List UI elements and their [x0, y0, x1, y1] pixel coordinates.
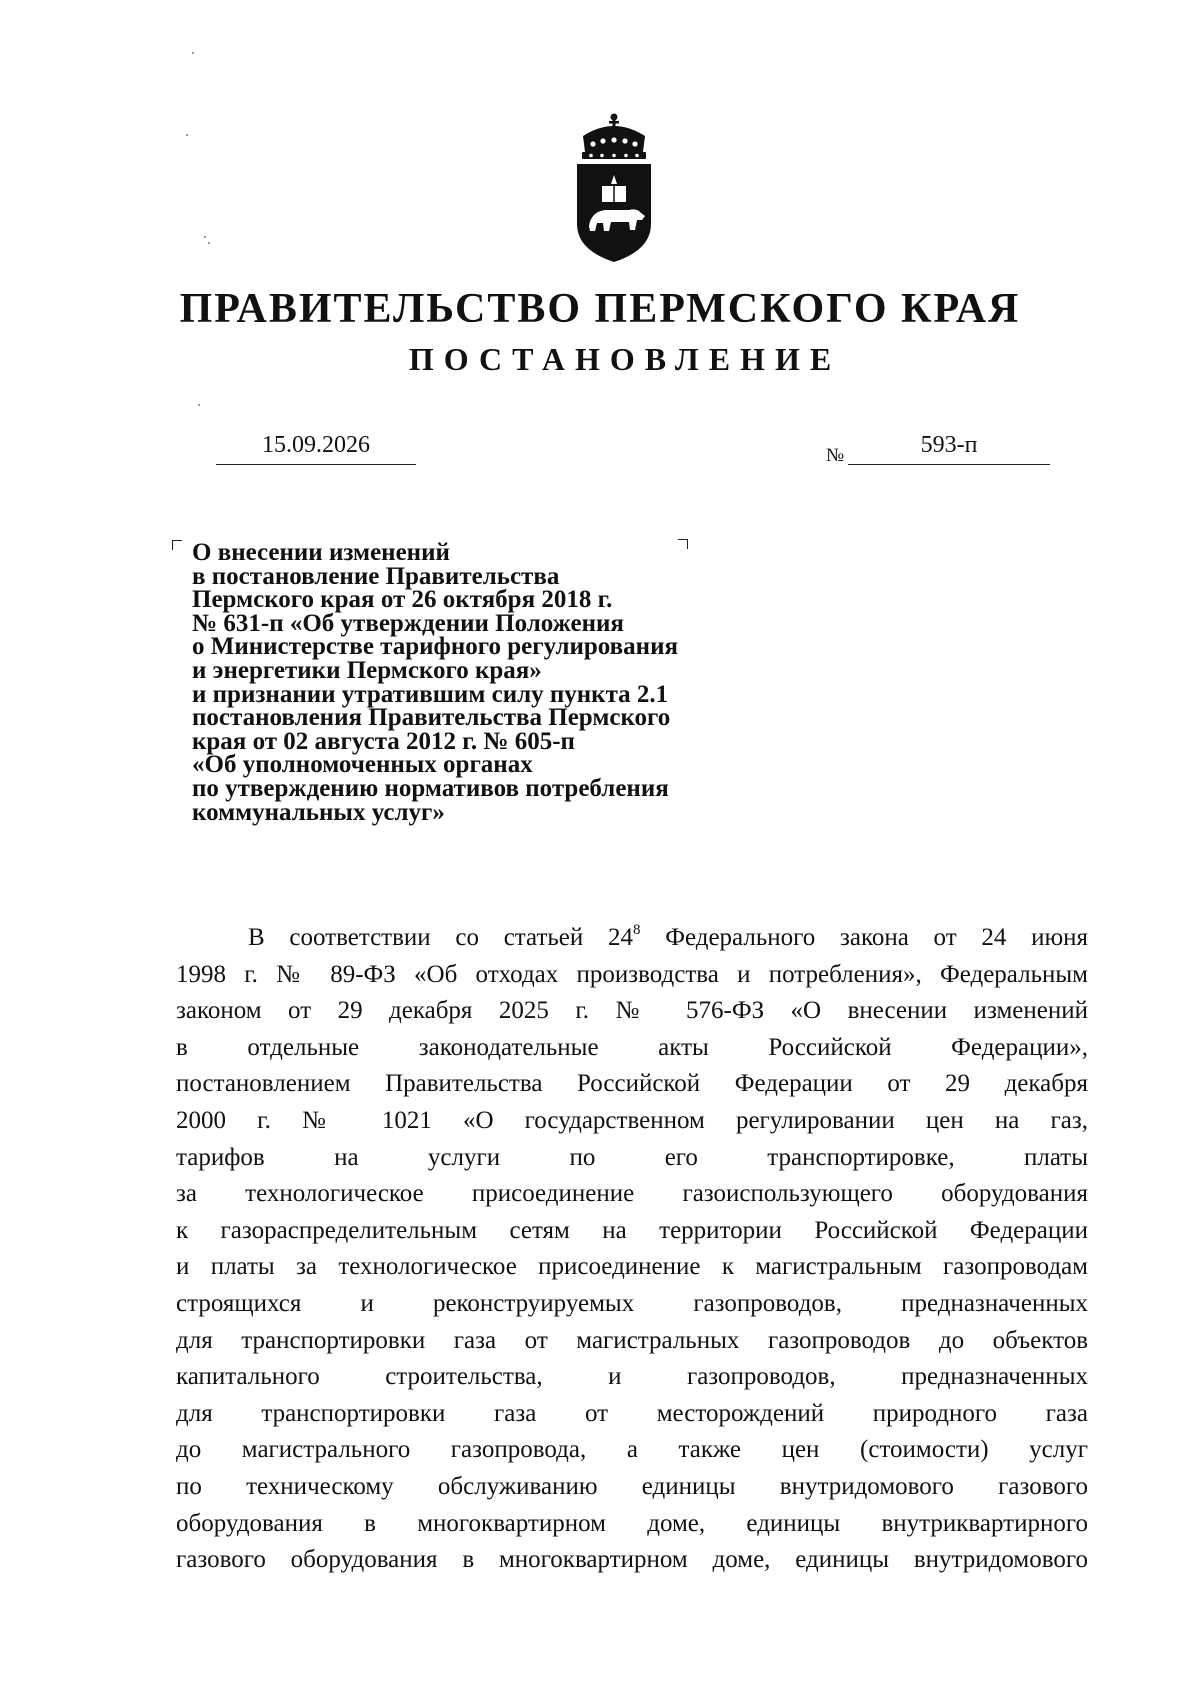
body-line: 1998 г. № 89-ФЗ «Об отходах производства и потребления», Федеральным	[176, 960, 1088, 988]
subject-line: в постановление Правительства	[192, 562, 560, 590]
scan-speck	[198, 404, 200, 406]
subject-line: края от 02 августа 2012 г. № 605-п	[192, 727, 575, 755]
scan-speck	[208, 242, 210, 244]
subject-line: О внесении изменений	[192, 539, 450, 566]
body-line: в отдельные законодательные акты Российской Федерации»,	[176, 1033, 1088, 1061]
subject-line: коммунальных услуг»	[192, 798, 445, 826]
scan-speck	[192, 52, 194, 54]
scan-speck	[186, 134, 188, 136]
document-subject	[192, 541, 752, 824]
subject-line: № 631-п «Об утверждении Положения	[192, 609, 624, 637]
body-line: тарифов на услуги по его транспортировке, платы	[176, 1143, 1088, 1171]
body-line: газового оборудования в многоквартирном доме, единицы внутридомового	[176, 1546, 1088, 1574]
body-line: капитального строительства, и газопроводов, предназначенных	[176, 1363, 1088, 1391]
document-type: ПОСТАНОВЛЕНИЕ	[408, 341, 842, 377]
body-line: строящихся и реконструируемых газопроводов, предназначенных	[176, 1289, 1088, 1317]
subject-line: по утверждению нормативов потребления	[192, 774, 669, 802]
body-line: до магистрального газопровода, а также цен (стоимости) услуг	[176, 1436, 1088, 1464]
body-line: оборудования в многоквартирном доме, единицы внутриквартирного	[176, 1509, 1088, 1537]
body-line: за технологическое присоединение газоиспользующего оборудования	[176, 1180, 1088, 1208]
body-line: для транспортировки газа от месторождений природного газа	[176, 1399, 1088, 1427]
subject-line: постановления Правительства Пермского	[192, 704, 671, 732]
body-line: 2000 г. № 1021 «О государственном регулировании цен на газ,	[176, 1106, 1088, 1134]
body-line1-start: В соответствии со статьей 24	[248, 924, 633, 951]
subject-line: и энергетики Пермского края»	[192, 656, 542, 684]
body-line: для транспортировки газа от магистральных газопроводов до объектов	[176, 1326, 1088, 1354]
coat-of-arms-icon	[569, 112, 659, 264]
body-line: законом от 29 декабря 2025 г. № 576-ФЗ «О внесении изменений	[176, 997, 1088, 1025]
body-line: постановлением Правительства Российской Федерации от 29 декабря	[176, 1070, 1088, 1098]
body-paragraph	[176, 920, 1088, 1579]
body-line: к газораспределительным сетям на территории Российской Федерации	[176, 1216, 1088, 1244]
article-superscript: 8	[633, 921, 641, 938]
body-line	[176, 920, 1088, 957]
organization-title: ПРАВИТЕЛЬСТВО ПЕРМСКОГО КРАЯ	[179, 286, 1021, 332]
body-line: по техническому обслуживанию единицы внутридомового газового	[176, 1472, 1088, 1500]
subject-line: и признании утратившим силу пункта 2.1	[192, 680, 669, 708]
scan-speck	[204, 236, 206, 238]
subject-line: «Об уполномоченных органах	[192, 751, 533, 779]
document-date: 15.09.2026	[216, 426, 416, 465]
subject-corner-left	[172, 540, 182, 550]
document-number: 593-п	[848, 426, 1050, 465]
number-sign: №	[826, 445, 845, 466]
body-line1-end: Федерального закона от 24 июня	[640, 924, 1089, 951]
body-line: и платы за технологическое присоединение к магистральным газопроводам	[176, 1253, 1088, 1281]
subject-line: Пермского края от 26 октября 2018 г.	[192, 586, 613, 614]
subject-line: о Министерстве тарифного регулирования	[192, 633, 679, 661]
